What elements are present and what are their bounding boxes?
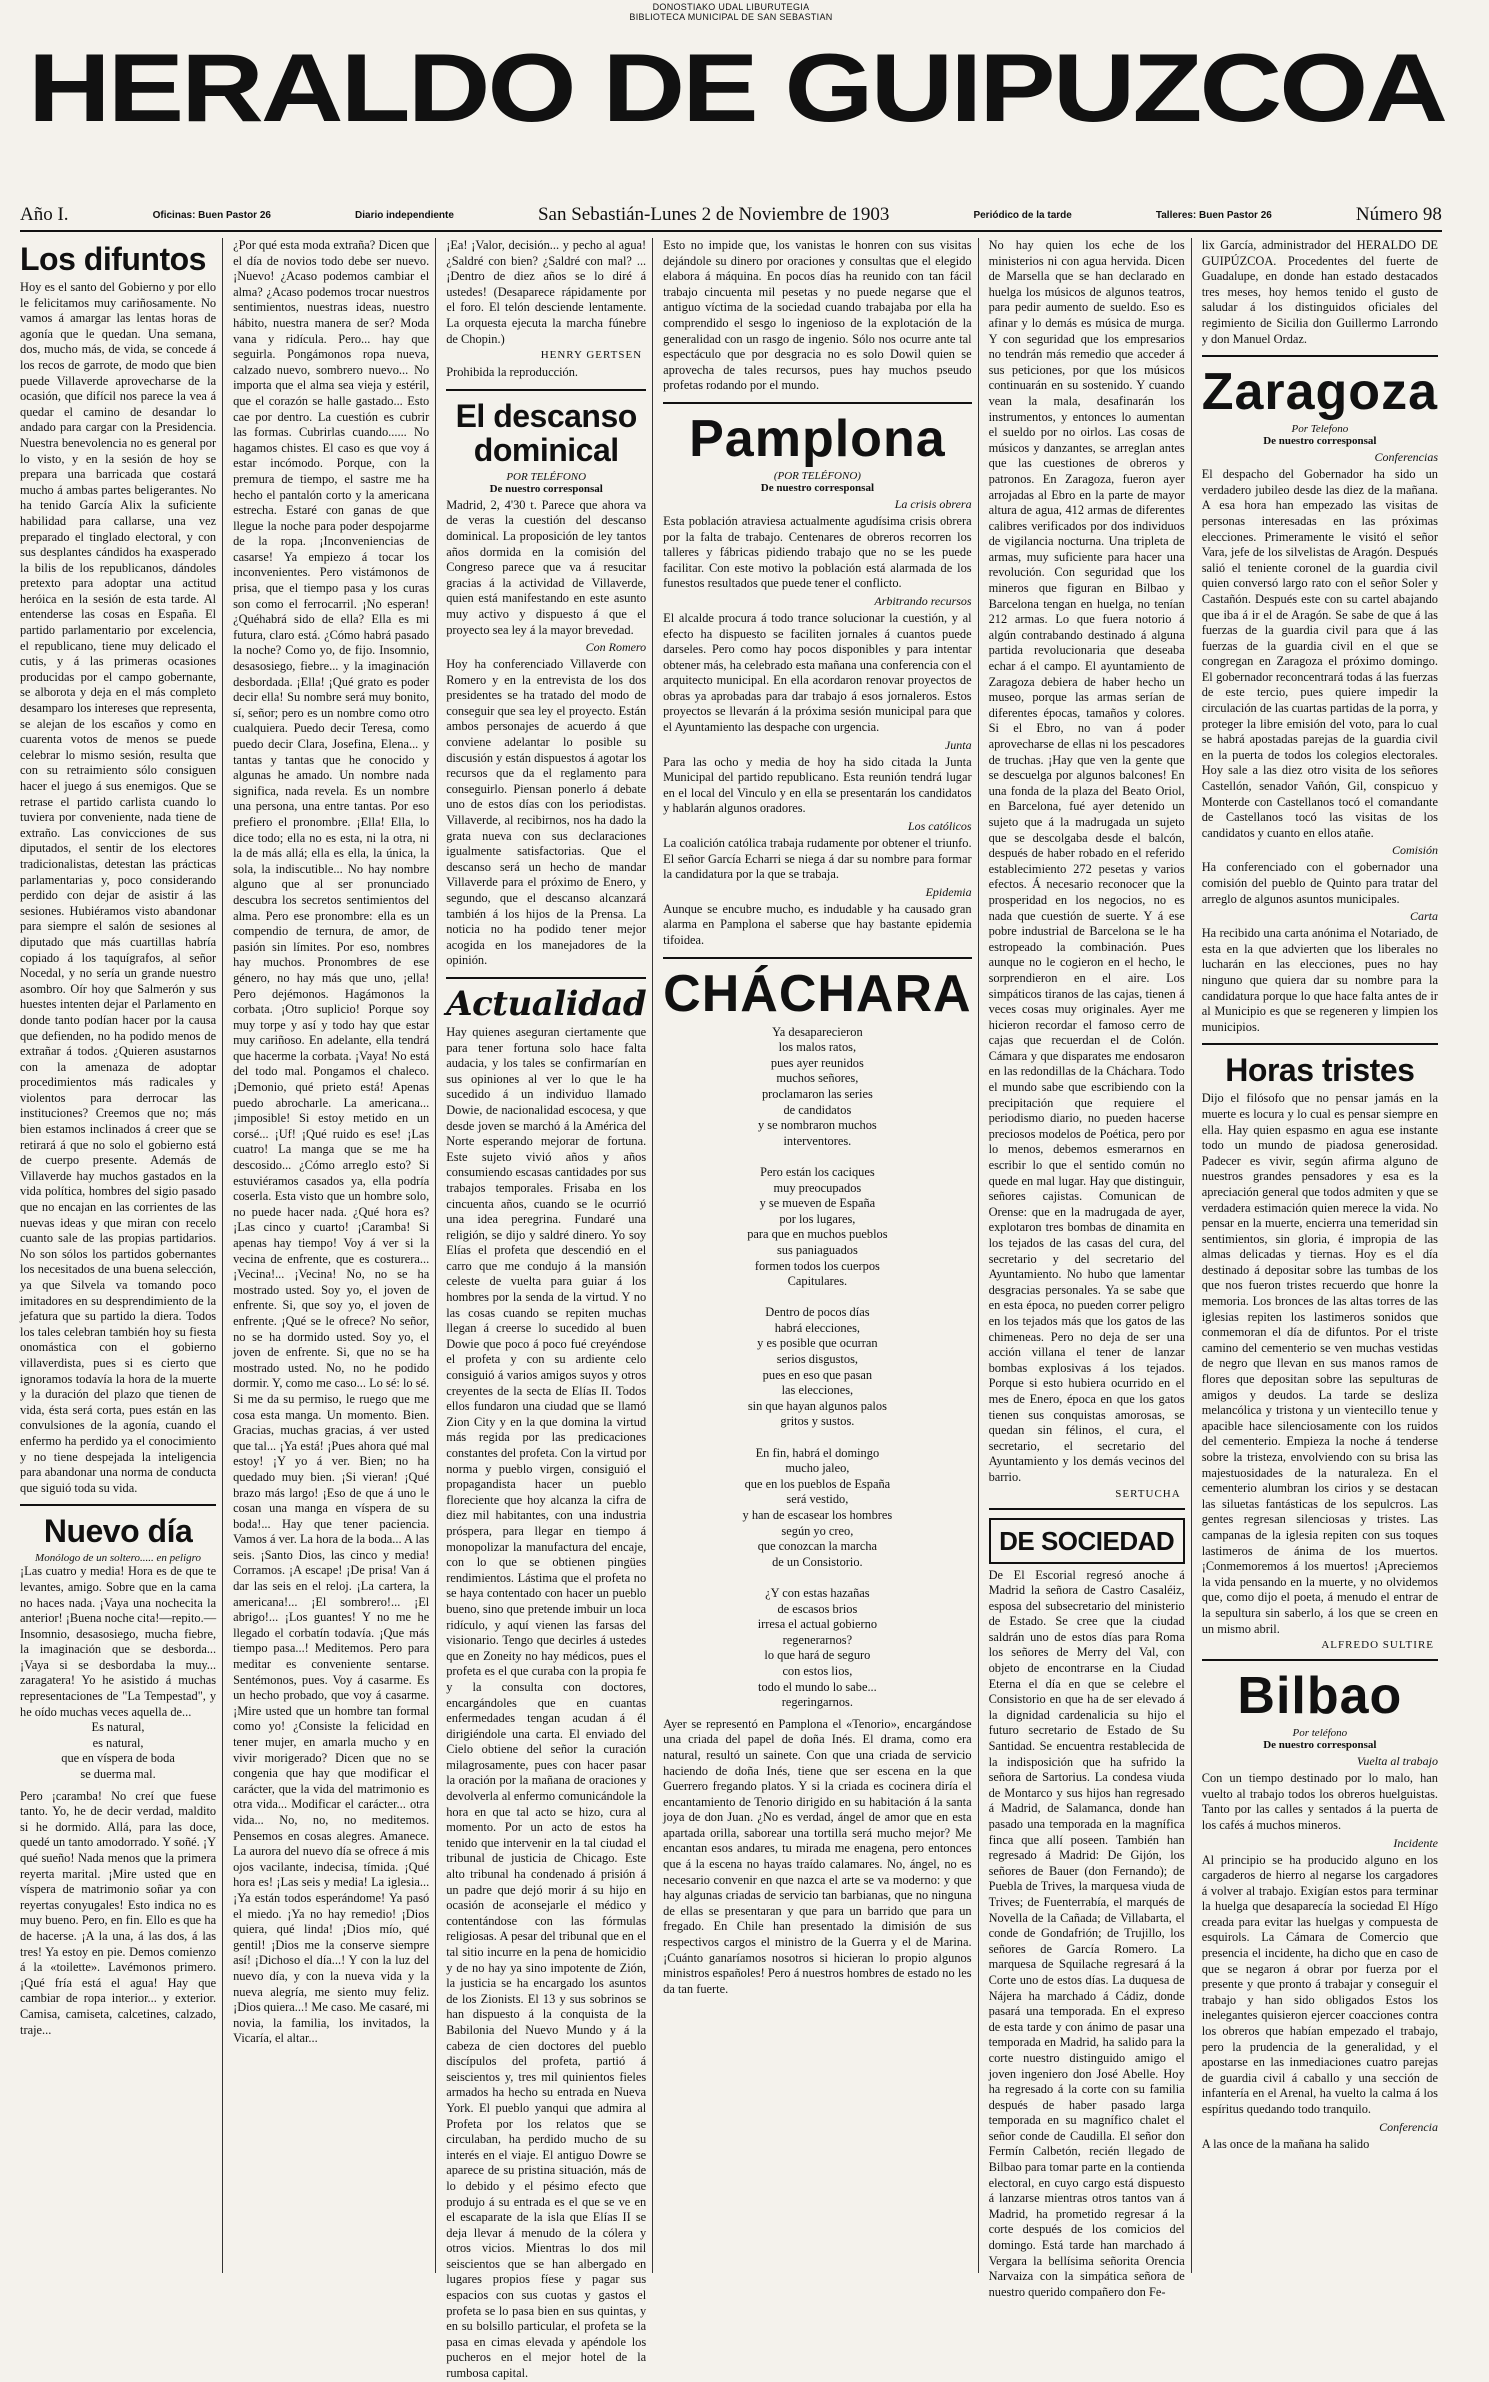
section-kicker: Junta xyxy=(944,737,972,752)
verse: Ya desaparecieron los malos ratos, pues ayer reunidos muchos señores, proclamaron las series de candidatos y se nombraron muchos interventores. Pero están los caciques muy preocupados y se mueven de España por los lugares, para que en muchos pueblos sus paniaguados formen todos los cuerpos Capitulares. Dentro de pocos días habrá elecciones, y es posible que ocurran serios disgustos, pues en eso que pasan las elecciones, sin que hayan algunos palos gritos y sustos. En fin, habrá el domingo mucho jaleo, que en los pueblos de España será vestido, y han de escasear los hombres según yo creo, que conozcan la marcha de un Consistorio. ¿Y con estas hazañas de escasos brios irresa el actual gobierno regenerarnos? lo que hará de seguro con estos lios, todo el mundo lo sabe... regeringarnos. xyxy=(742,1024,893,1710)
divider xyxy=(446,977,646,979)
masthead xyxy=(28,34,1446,143)
divider xyxy=(446,389,646,391)
issue-number: Número 98 xyxy=(1355,204,1442,225)
section-kicker: Incidente xyxy=(1393,1835,1438,1850)
note: Prohibida la reproducción. xyxy=(446,365,579,380)
correspondent-label: De nuestro corresponsal xyxy=(760,481,875,494)
article-body: Al principio se ha producido alguno en los cargaderos de hierro al negarse los cargadores á volver al trabajo. Exigían estos para terminar la huelga que desaparecía la sociedad El Hígo creada para evitar las huelgas y compuesta de esquirols. La Cámara de Comercio que presencia el incidente, ha dicho que en caso de que se negaron á obrar por fuerza por el presente y que pronto á trabajar y conseguir el trabajo y han sido obligados Estos los inelegantes quisieron ejercer coacciones contra los obreros que habían empezado el trabajo, pero la prudencia de la generalidad, y el apostarse en las inmediaciones cuatro parejas de guardia civil á caballo y una sección de infantería en el Arenal, ha vuelto la calma á los espíritus quedando todo tranquilo. xyxy=(1201,1852,1438,2116)
periodico-label: Periódico de la tarde xyxy=(973,209,1072,221)
article-subtitle: (POR TELÉFONO) xyxy=(773,469,861,482)
article-body: Pero ¡caramba! No creí que fuese tanto. Yo, he de decir verdad, maldito si he dormido. Allá, para las doce, quedé un tanto amodorrado. Y soñé. ¡Y qué sueño! Nada menos que la primera reyerta marital. ¡Mire usted que en víspera de matrimonio soñar ya con reyertas conyugales! Esto indica no es muy bueno. Pero, en fin. Ello es que ha de hacerse. ¡A la una, á las dos, á las tres! Ya estoy en pie. Demos comienzo á la «toilette». Lavémonos primero. ¡Qué fría está el agua! Hay que cambiar de ropa interior... y exterior. Camisa, camiseta, calcetines, calzado, traje... xyxy=(20,1788,217,2037)
article-body: El alcalde procura á todo trance solucionar la cuestión, y al efecto ha dispuesto se faciliten jornales á cuantos puede darseles. Pero como hay pocos disponibles y para intentar obtener más, ha celebrado esta mañana una conferencia con el arquitecto municipal. En ella acordaron renovar proyectos de obras ya aprobadas para dar trabajo á esos jornaleros. Estos proyectos se llevarán á la próxima sesión municipal para que el Ayuntamiento las despache con urgencia. xyxy=(663,610,972,735)
issue-date: San Sebastián-Lunes 2 de Noviembre de 1903 xyxy=(537,204,890,225)
diario-label: Diario independiente xyxy=(355,209,454,221)
article-title: CHÁCHARA xyxy=(663,964,972,1023)
article-body: ¡Ea! ¡Valor, decisión... y pecho al agua! ¿Saldré con bien? ¿Saldré con mal? ...¡Dentro de diez años se lo diré á ustedes! (Desaparece rápidamente por el foro. El telón desciende lentamente. La orquesta ejecuta la marcha fúnebre de Chopin.) xyxy=(446,238,647,346)
article-title: Horas tristes xyxy=(1225,1052,1415,1089)
article-subtitle: Por teléfono xyxy=(1292,1727,1348,1740)
divider xyxy=(1202,1043,1438,1045)
article-body: Esto no impide que, los vanistas le honren con sus visitas dejándole su dinero por oraciones y consultas que el elegido elabora á máquina. En pocos días ha reunido con tan fácil trabajo cincuenta mil pesetas y no puede negarse que el antiguo víctima de la sociedad cuando trabajaba por ella ha comprendido el sesgo lo ingenioso de la explotación de la generalidad con un rasgo de ingenio. Sólo nos ocurre ante tal espectáculo que por desgracia no es solo Dowil quien se aprovecha de tales recursos, pues hay muchos pseudo profetas rodando por el mundo. xyxy=(663,238,972,393)
section-kicker: Epidemia xyxy=(925,884,972,899)
article-body: Ha recibido una carta anónima el Notariado, de esta en la que advierten que los liberales no lucharán en las elecciones, pues no hay ninguno que quiera dar su nombre para la candidatura porque lo que hace falta antes de ir al Municipio es que se regeneren y limpien los municipios. xyxy=(1201,926,1438,1034)
article-title: Zaragoza xyxy=(1201,363,1438,422)
article-body: Ha conferenciado con el gobernador una comisión del pueblo de Quinto para tratar del arreglo de algunos asuntos municipales. xyxy=(1201,860,1438,906)
column-6 xyxy=(1202,238,1444,2273)
article-body: Dijo el filósofo que no pensar jamás en la muerte es locura y lo cual es pensar siempre en ella. Hay quien espasmo en agua ese instante todo un mundo de piadosa generosidad. Padecer es vivir, según afirma alguno de nuestros grandes pensadores y esa es la apreciación general que todos admiten y que se verdadera estimación quien merece la vida. No pensar en la muerte, encierra una temeridad sin sentimientos, sin gloria, é impropia de las almas delicadas y tiernas. Hoy es el día destinado á depositar sobre las tumbas de los que nos fueron tristes recuerdo que honre la memoria. Los bronces de las altas torres de las iglesias repiten los lastimeros sonidos que conmemoran el día de difuntos. Por el triste camino del cementerio se ven muchas vestidas de negro que llevan en sus manos ramos de flores que depositan sobre las sepulturas de amigos y deudos. La tarde se desliza melancólica y tristona y un vientecillo tenue y apacible hace silenciosamente con los ruidos del cementerio. Empieza la noche á tenderse sobre la tristeza, envolviendo con su brisa las majestuosidades de la naturaleza. En el cementerio alumbran los cirios y se destacan las siluetas fantásticas de los sepulcros. Las gentes regresan silenciosas y tristes. Las campanas de la iglesia repiten con sus toques lastimeros de ánima de los muertos. ¡Conmemoremos á los muertos! ¡Apreciemos la vida pensando en la muerte, y no olvidemos que, como dijo el poeta, á menudo el entrar de la sepultura sin saberlo, á los que se creen en un mismo abril. xyxy=(1201,1091,1438,1636)
year-label: Año I. xyxy=(20,204,69,225)
divider xyxy=(1202,1659,1438,1661)
divider xyxy=(20,1504,216,1506)
article-title: Actualidad xyxy=(446,983,647,1024)
columns xyxy=(20,238,1444,2381)
article-body: Ayer se representó en Pamplona el «Tenorio», encargándose una criada del papel de doña Inés. El drama, como era natural, resultó un sainete. Con que una criada de servicio haciendo de doña Inés, tiene que ser escena en la que Guerrero fregando platos. Y si la criada es cocinera diría el encantamiento de Tenorio dirigido en su habitación á la santa joya de don Juan. ¿No es verdad, ángel de amor que en esta apartada orilla, saborear una tortilla será mucho mejor? Me encantan esos andares, tu mirada me enagena, pero entonces que á la escena no hayas traído calamares. No, ángel, no es necesario convenir en que nazca el arte se va moderno: y que hay algunas criadas de servicio tan barbianas, que no ninguna de ellas se presentaran y que para un barrido que para un fregado. En Chile han presentado la dimisión de sus respectivos cargos el ministro de la Guerra y el de Marina. ¡Cuánto ganaríamos nosotros si hicieran lo propio algunos ministros españoles! Pero á nuestros hombres de estado no les da tan fuerte. xyxy=(663,1716,972,1996)
correspondent-label: De nuestro corresponsal xyxy=(1263,1739,1377,1752)
article-title: Bilbao xyxy=(1237,1667,1403,1726)
article-body: Esta población atraviesa actualmente agudísima crisis obrera por la falta de trabajo. Centenares de obreros recorren los talleres y fábricas pidiendo trabajo que no se les puede facilitar. Con este motivo la población está alarmada de los funestos resultados que puede tener el conflicto. xyxy=(663,513,972,591)
article-body: Madrid, 2, 4'30 t. Parece que ahora va de veras la cuestión del descanso dominical. La proposición de ley tantos años dormida en la comisión del Congreso parece que va á resucitar gracias á la actividad de Villaverde, quien está manifestando en este asunto muy activo y dispuesto á que el proyecto sea ley á la mayor brevedad. xyxy=(446,497,647,637)
article-subtitle: Por Telefono xyxy=(1291,423,1349,436)
article-body: La coalición católica trabaja rudamente por obtener el triunfo. El señor García Echarri se niega á dar su nombre para formar la candidatura por la que se trabaja. xyxy=(663,836,972,882)
article-title: El descanso dominical xyxy=(455,397,637,468)
article-body: ¿Por qué esta moda extraña? Dicen que el día de novios todo debe ser nuevo. ¡Nuevo! ¿Acaso podemos cambiar el alma? ¿Acaso podemos trocar nuestros sentimientos, nuestras ideas, nuestro hábito, nuestra manera de ser? Moda vana y ridícula. Pero... hay que seguirla. Pongámonos ropa nueva, calzado nuevo, sombrero nuevo... No importa que el alma sea vieja y estéril, que el corazón se halle gastado... Esto cae por dentro. La cuestión es cubrir las formas. Cubrirlas cuando...... No hagamos chistes. El caso es que voy á estar incómodo. Porque, con la premura de tiempo, el sastre me ha hecho el pantalón corto y la americana estrecha. Estaré con ganas de que llegue la noche para poder despojarme de la ropa. ¡Inconveniencias de casarse! Ya empiezo á tocar los inconvenientes. Pero vistámonos de prisa, que el tiempo pasa y los curas son como el ferrocarril. ¡No esperan! ¿Quéhabrá sido de ella? Ella es mi futura, claro está. ¿Cómo habrá pasado la noche? Como yo, de fijo. Insomnio, desasosiego, fiebre... y la imaginación desbordada. ¡Ella! ¡Qué grato es poder decir ella! Su nombre será muy bonito, sí, señor; pero es un nombre como otro cualquiera. Puedo decir Teresa, como puedo decir Clara, Josefina, Elena... y tantas y tantas que he conocido y algunas he amado. Un nombre nada significa, nada revela. Es un nombre una persona, una entre tantas. Por eso prefiero el pronombre. ¡Ella! Ella, lo dice todo; ella no es esta, ni la otra, ni la de más allá; ella es ella, la única, la sola, la indiscutible... No hay nombre alguno que al ser pronunciado descubra los secretos sentimientos del alma. Pero ese pronombre: ella es un compendio de ternura, de amor, de pasión sin límites. Por eso, nombres hay muchos. Pronombres de ese género, no hay más que uno, ¡ella! Pero dejémonos. Hagámonos la corbata. ¡Otro suplicio! Porque soy muy torpe y así y todo hay que estar muy cariñoso. En adelante, ella tendrá que hacerme la corbata. ¡Vaya! No está del todo mal. Pongamos el chaleco. ¡Demonio, qué prieto está! Apenas puedo abrocharle. La americana... ¡imposible! Si estoy metido en un corsé... ¡Uf! ¡Qué ruido es ese! ¡Las cuatro! La manga que se me ha descosido... ¿Cómo arreglo esto? Si estuviéramos casados ya, ella podría coserla. Esta visto que un hombre solo, no puede hacer nada. ¿Qué hora es? ¡Las cinco y cuarto! ¡Caramba! Si apenas hay tiempo! Voy á ver si la vecina de enfrente, que es costurera... ¡Vecina!... ¡Vecina! No, no se ha mostrado usted. Soy yo, el joven de enfrente. Si, que soy yo, el joven de enfrente. ¡Qué se le ofrece? No señor, no se ha dormido usted. Soy yo, el joven de enfrente. Si, que no se ha mostrado usted. No, no he podido dormir. Y, como me caso... Lo sé: lo sé. Si me da su permiso, le ruego que me cosa esta manga. Un momento. Bien. Gracias, muchas gracias, á ver usted que tal... ¡Ya está! ¡Pues ahora qué mal estoy! ¡Y yo á ver. Bien; no ha quedado muy bien. ¡Si vieran! ¡Qué brazo más largo! ¡Eso de que á uno le cosan una manga en víspera de su boda!... Hay que tener paciencia. Vamos á ver. La hora de la boda... A las seis. ¡Santo Dios, las cinco y media! Corramos. ¡A escape! ¡De prisa! Van á dar las seis en el reloj. ¡La cartera, la americana!... ¡El sombrero!... ¡El abrigo!... ¡Los guantes! Y no me he llegado el corbatín todavía. ¡Que más tiempo pasa...! Meditemos. Pero para meditar es conveniente sentarse. Sentémonos, pues. Voy á casarme. Es un hecho probado, que voy á casarme. ¡Mire usted que un hombre tan formal como yo! ¿Consiste la felicidad en tener mujer, en amarla mucho y en vivir morigerado? Dicen que no se congenia que hay que modificar el carácter, que la vida del matrimonio es otra vida... Modificar el carácter... otra vida... No, no, no meditemos. Pensemos en cosas alegres. Amanece. La aurora del nuevo día se ofrece á mis ojos vacilante, indecisa, tímida. ¡Qué hora es! ¡Las seis y media! La iglesia... ¡Ya están todos esperándome! Ya pasó el miedo. ¡Ya no hay remedio! ¡Dios quiera, qué linda! ¡Dios mío, qué gentil! ¡Dios me la conserve siempre así! ¡Dichoso el día...! Y con la luz del nuevo día, y con la nueva vida y la nueva alegría, me siento muy feliz. ¡Dios quiera...! Me caso. Me casaré, mi novia, la familia, los invitados, la Vicaría, el altar... xyxy=(233,238,430,2046)
section-kicker: Con Romero xyxy=(585,640,647,655)
article-subtitle: POR TELÉFONO xyxy=(506,470,587,483)
talleres-address: Talleres: Buen Pastor 26 xyxy=(1155,209,1272,221)
article-title: Los difuntos xyxy=(20,241,206,277)
correspondent-label: De nuestro corresponsal xyxy=(489,482,603,495)
article-body: De El Escorial regresó anoche á Madrid la señora de Castro Casaléiz, esposa del subsecretario del ministerio de Estado. Se cree que la ciudad saldrán uno de estos días para Roma los señores de Merry del Val, con objeto de encontrarse en la Ciudad Eterna el día en que se celebre el Consistorio en que ha de ser elevado á la dignidad cardenalicia su hijo el futuro secretario de Estado de Su Santidad. Se encuentra restablecida de la indisposición que ha sufrido la señora de Sartorius. La condesa viuda de Montarco y sus hijos han regresado á Madrid, de Salamanca, donde han pasado una temporada en la magnífica finca que allí poseen. También han regresado á Madrid: De Gijón, los señores de Bauer (don Fernando); de Puebla de Trives, la marquesa viuda de Trives; de Fuenterrabía, el marqués de Novella de la Cañada; de Villabarta, el conde de Gondafrión; de Trujillo, los señores de García Romero. La marquesa de Squilache regresará á la Corte uno de estos días. La duquesa de Nájera ha marchado á Cádiz, donde pasará una temporada. En el expreso de esta tarde y con ánimo de pasar una temporada en Madrid, ha salido para la corte nuestro distinguido amigo el joven ingeniero don José Abelle. Hoy ha regresado á la corte con su familia después de haber pasado larga temporada en su magnífico chalet el señor conde de Caudilla. El señor don Fermín Calbetón, recién llegado de Bilbao para tomar parte en la contienda electoral, en cuyo cargo está dispuesto á lanzarse mientras otros tantos van á Madrid, ha prometido regresar á la corte después de los comicios del domingo. Está tarde han marchado á Vergara la bellísima señorita Orencia Narvaiza con la simpática señora de nuestro querido compañero don Fe- xyxy=(988,1567,1185,2299)
article-body: Hay quienes aseguran ciertamente que para tener fortuna solo hace falta audacia, y los tales se confirmarían en sus opiniones al ver lo que le ha sucedido á un individuo llamado Dowie, de nacionalidad escocesa, y que desde joven se marchó á la América del Norte esperando mejorar de fortuna. Este sujeto vivió años y años consumiendo escasas cantidades por sus trabajos temporales. Frisaba en los cincuenta años, cuando se le ocurrió una idea peregrina. Fundaré una religión, se dijo y saldré dinero. Yo soy Elías el profeta que descendió en el carro que me condujo á la mansión celeste de vuelta para guiar á los hombres por la senda de la virtud. Y no las cosas cuando se repiten muchas llegan á creerse lo sucedido al buen Dowie que poco á poco fué creyéndose el profeta y con su ardiente celo consiguió á varios amigos suyos y otros creyentes de la secta de Elías II. Todos ellos fundaron una ciudad que se llamó Zion City y en la que domina la virtud más regida por las predicaciones constantes del profeta. Con la virtud por norma y pueblo virgen, consiguió el propagandista hacer un pueblo floreciente que hoy alcanza la cifra de diez mil habitantes, con una industria próspera, para llegar en tiempo á monopolizar la manufactura del encaje, con lo que se obtienen pingües rendimientos. Lástima que el profeta no se haya contentado con hacer un pueblo bueno, sino que pretende imbuir un loca ridículo, y aquí vienen las farsas del visionario. Tengo que decirles á ustedes que en Zoneity no hay médicos, pues el profeta es el que curaba con la propia fe y la consulta con doctores, encargándoles que en cuantas enfermedades tengan acudan á él dirigiéndole una carta. El enviado del Cielo obtiene del señor la curación milagrosamente, pues con hacer pasar la oración por la mañana de oraciones y devolverla al enfermo comunicándole la hora en que tal acto se hizo, cura al momento. Por un acto de estos ha tenido que intervenir en la tal ciudad el tribunal de justicia de Chicago. Este alto tribunal ha condenado á prisión á un padre que dejó morir á su hijo en ocasión de aconsejarle el médico y contentándose con las fórmulas religiosas. A pesar del tribunal que en el tal sitio incurre en la pena de homicidio y de no hay ya sino impotente de Zión, la justicia se ha encargado los asuntos de los Zionists. El 13 y sus sobrinos se han dispuesto á la conquista de la Babilonia del Nuevo Mundo y á la cabeza de cien doctores del pueblo discípulos del profeta, partió á seiscientos y, tres mil quinientos fieles armados ha hecho su entrada en Nueva York. El pueblo yanqui que admira al Profeta por los relatos que se circulaban, ha perdido mucho de su interés en el viaje. El antiguo Dowre se aparece de su pristina situación, más de lo debido y el pésimo efecto que produjo á su entrada es el que se ve en el escaparate de la isla que Elías II se deja llevar á menudo de la cólera y otros vicios. Mientras lo dos mil seiscientos que se han albergado en lugares propios fíese y pagar sus espacios con sus cuotas y gastos el profeta se lo pasa bien en sus quintas, y en su bolsillo particular, el profeta se la pasa en cimas elevada y apéndole los pucheros en el mejor hotel de la rumbosa capital. xyxy=(446,1024,647,2381)
divider xyxy=(663,957,971,959)
signature: ALFREDO SULTIRE xyxy=(1321,1639,1434,1652)
divider xyxy=(1202,355,1438,357)
correspondent-label: De nuestro corresponsal xyxy=(1263,435,1377,448)
archive-stamp xyxy=(0,2,1462,22)
article-subtitle: Monólogo de un soltero..... en peligro xyxy=(35,1552,202,1565)
article-body: Hoy es el santo del Gobierno y por ello le felicitamos muy cariñosamente. No vamos á amargar las lentas horas de agonía que le quedan. Una semana, dos, mucho más, de vida, se concede á los recos de garrote, de modo que bien puede Villaverde aprovecharse de la ocasión, que difícil nos parece la vea á quedar el camino de desandar lo andado para cargar con la Presidencia. Nuestra benevolencia no es general por lo visto, y en la sesión de hoy se prepara una barricada que costará mucho á ambas partes beligerantes. No ha tenido García Alix la suficiente habilidad para callarse, una vez preparado el tinglado electoral, y con sus desplantes cándidos ha exasperado la bilis de los republicanos, dándoles pretexto para adoptar una actitud heróica en la sesión de esta tarde. Al entenderse las cosas en España. El partido parlamentario por excelencia, el republicano, tiene muy delicado el cutis, y á las primeras ocasiones producidas por el campo gobernante, se alborota y deja en el más completo desamparo los intereses que representa, se alejan de los escaños y como en cuarenta votos de menos se puede celebrar lo mismo sesión, resulta que con su retraimiento sólo consiguen hacer el juego á sus enemigos. Que se retrase el partido carlista cuando lo tuviera por conveniente, nada tiene de extraño. Las convicciones de sus diputados, el sentir de los electores tradicionalistas, detestan las prácticas parlamentarias y, poco considerando perdido con dejar de asistir á las sesiones. Hubiéramos visto abandonar para siempre el salón de sesiones al diputado que más cuartillas habría copiado á los taquígrafos, al señor Nocedal, y no sería un grande nuestro asombro. Oír hoy que Salmerón y sus huestes intenten dejar el Parlamento en donde tanto podían hacer por la causa que defienden, no ha podido menos de extrañar á todos. ¿Quieren asustarnos con la amenaza de adoptar procedimientos más radicales y violentos para derrocar las instituciones? Creemos que no; más bien estamos inclinados á creer que se retirará á que no solo el gobierno está de cuerpo presente. Además de Villaverde hay muchos gastados en la vida política, hombres del sigio pasado que no encajan en las corrientes de las nuevas ideas y que miran con recelo cuanto sale de las propias partidarios. No son sólos los partidos gobernantes los necesitados de una buena selección, ya que Silvela va tomando poco imitadores en su desprendimiento de la jefatura que su partido la diera. Todos los tales celebran también hoy su fiesta onomástica con el gobierno villaverdista, pues si es cierto que ignoramos todavía la hora de la muerte y la duración del plazo que tienen de vida, ésta será corta, pues están en las convulsiones de la agonía, cuando el enfermo ha perdido ya el conocimiento y no tiene despejada la inteligencia para abandonar una norma de conducta que siguió toda su vida. xyxy=(20,280,217,1495)
article-body: Con un tiempo destinado por lo malo, han vuelto al trabajo todos los obreros huelguistas. Tanto por las calles y sentados á la puerta de los cafés á muchos mineros. xyxy=(1201,1771,1438,1832)
section-kicker: Conferencia xyxy=(1379,2119,1438,2134)
column-1 xyxy=(20,238,223,2273)
article-body: Hoy ha conferenciado Villaverde con Romero y en la entrevista de los dos presidentes se ha tratado del modo de conseguir que sea ley el proyecto. Están ambos personajes de acuerdo á que conviene adelantar lo posible su discusión y están dispuestos á agotar los recursos que da el reglamento para conseguirlo. Piensan ponerlo á debate uno de estos días con los periodistas. Villaverde, al recibirnos, nos ha dado la grata nueva con sus declaraciones igualmente satisfactorias. Que el descanso será un hecho de mandar Villaverde para el próximo de Enero, y segundo, que el descanso alcanzará también á los hijos de la Prensa. La noticia no ha podido tener mejor acogida en los manejadores de la opinión. xyxy=(446,657,647,968)
section-kicker: La crisis obrera xyxy=(894,496,972,511)
article-body: lix García, administrador del HERALDO DE GUIPÚZCOA. Procedentes del fuerte de Guadalupe, en donde han estado destacados tres meses, hoy hemos tenido el gusto de saludar á los distinguidos oficiales del regimiento de Sicilia don Guillermo Larrondo y don Manuel Ordaz. xyxy=(1201,238,1438,346)
article-title: DE SOCIEDAD xyxy=(989,1518,1185,1564)
section-kicker: Carta xyxy=(1409,909,1438,924)
section-kicker: Los católicos xyxy=(907,819,972,834)
signature: SERTUCHA xyxy=(1115,1487,1181,1500)
archive-line-2: BIBLIOTECA MUNICIPAL DE SAN SEBASTIAN xyxy=(629,12,833,22)
column-4 xyxy=(663,238,978,2273)
article-body: Aunque se encubre mucho, es indudable y ha causado gran alarma en Pamplona el saberse que hay bastante epidemia tifoidea. xyxy=(663,901,972,947)
article-title: Pamplona xyxy=(689,409,946,468)
masthead-title: HERALDO DE GUIPUZCOA xyxy=(28,34,1446,143)
section-kicker: Conferencias xyxy=(1374,450,1438,465)
section-kicker: Arbitrando recursos xyxy=(874,593,972,608)
archive-line-1: DONOSTIAKO UDAL LIBURUTEGIA xyxy=(652,2,810,12)
column-2 xyxy=(233,238,436,2273)
article-body: El despacho del Gobernador ha sido un verdadero jubileo desde las diez de la mañana. A esa hora han empezado las visitas de personas interesadas en las próximas elecciones. Primeramente le visitó el señor Vara, jefe de los silvelistas de Aragón. Después salió el teniente coronel de la guardia civil quien conversó largo rato con el señor Soler y Castañón. Después este con su cartel abajando que iba á ir el de Aragón. Se sabe de que á las fuerzas de la guardia civil para que á las fuerzas de la guardia civil en el que se congregan en Zaragoza el próximo domingo. El gobernador reconcentrará todas á las fuerzas de este tercio, pues quiere impedir la circulación de las cuartas partidas de la porra, y proteger la libre emisión del voto, para lo cual se habrá apostadas parejas de la guardia civil en la puerta de todos los colegios electorales. Hoy sale a las diez otro visita de los señores Castellón, senador Vañón, Gil, conspicuo y Monterde con Castellanos tocó el comandante de Castellanos tocó las visitas de los candidatos y cuanto en ellos atañe. xyxy=(1201,467,1438,840)
offices-address: Oficinas: Buen Pastor 26 xyxy=(152,209,271,221)
article-title: Nuevo día xyxy=(43,1513,193,1550)
divider xyxy=(663,402,971,404)
article-body: No hay quien los eche de los ministerios ni con agua hervida. Dicen de Marsella que se han declarado en huelga los músicos de algunos teatros, para pedir aumento de sueldo. Eso es afinar y lo demás es música de murga. Y con seguridad que los empresarios no tendrán más remedio que acceder á sus peticiones, por que los músicos continuarán en su sostenido. Y cuando vean la mala, desafinarán los instrumentos, y entonces lo aumentan el sueldo por no oirlos. Las cosas de músicos y danzantes, se arreglan antes que las cuestiones de obreros y patronos. En Zaragoza, fueron ayer arrojadas al Ebro en la parte de mayor altura de agua, 412 armas de diferentes calibres verificados por dos individuos de vigilancia nocturna. Una tripleta de armas, muy suficiente para hacer una revolución. Con seguridad que los mineros que figuran en Bilbao y Barcelona tengan en huelga, no tenían 212 armas. Lo que fuera notorio á algún contrabando destinado á alguna partida revolucionaria que deseaba echar á el campo. El ayuntamiento de Zaragoza debiera de haber hecho un museo, porque las armas serían de diferentes épocas, tamaños y colores. Si el Ebro, no van á poder aprovecharse de ellas ni los pescadores de truchas. ¡Hay que ven la gente que se descuelga por algunos balcones! En una fonda de la plaza del Beato Oriol, en Barcelona, fué ayer detenido un sujeto que á la madrugada un sujeto que se descolgaba desde el balcón, después de haber robado en el referido establecimiento 272 pesetas y varios efectos. Á necesario reconocer que la prosperidad en los negocios, no es nada que cuestión de suerte. Y á ese pobre industrial de Barcelona se le ha estropeado la combinación. Pues aunque no le cogieron en el hecho, le sorprendieron en el aire. Los simpáticos tiranos de las cajas, tienen á veces cosas muy originales. Ayer me hicieron recordar el famoso cerro de cajas que recuerdan el de Colón. Cámara y que disparates me endosaron en las redondillas de la Cháchara. Todo el mundo sabe que escribiendo con la precipitación que requiere el periodismo diario, no pueden hacerse preciosos modelos de Poética, pero por lo menos, debemos esmerarnos en escribir lo que el sentido común no quede en mal lugar. Hay que distinguir, señores cajistas. Comunican de Orense: que en la madrugada de ayer, explotaron tres bombas de dinamita en los tejados de las casas del cura, del secretario y del secretario del Ayuntamiento. No hubo que lamentar desgracias personales. Ya se sabe que en esta época, no pueden correr peligro en los tejados más que los gatos de las chimeneas. Pero no deja de ser una acción villana el tener de lanzar bombas explosivas á los tejados. Porque si esto hubiera ocurrido en el mes de Enero, época en que los gatos tienen sus conquistas amorosas, se quedan sin félinos, el cura, el secretario, el secretario del Ayuntamiento y los demás vecinos del barrio. xyxy=(988,238,1185,1484)
column-5 xyxy=(988,238,1192,2299)
section-kicker: Comisión xyxy=(1391,843,1438,858)
article-body: Para las ocho y media de hoy ha sido citada la Junta Municipal del partido republicano. Esta reunión tendrá lugar en el local del Vinculo y en ella se presentarán los candidatos y hablarán algunos oradores. xyxy=(663,754,972,816)
info-bar xyxy=(20,204,1442,232)
column-3 xyxy=(446,238,653,2381)
verse: Es natural, es natural, que en víspera de boda se duerma mal. xyxy=(61,1720,175,1782)
section-kicker: Vuelta al trabajo xyxy=(1356,1754,1438,1769)
article-body: ¡Las cuatro y media! Hora es de que te levantes, amigo. Sobre que en la cama no haces nada. ¡Vaya una nochecita la anterior! ¡Buena noche cita!—repito.—Insomnio, desasosiego, mucha fiebre, la imaginación que se desborda... ¡Vaya si se desbordaba la muy... zaragatera! Yo he asistido á muchas representaciones de "La Tempestad", y he oído muchas veces aquella de... xyxy=(20,1564,217,1719)
article-body: A las once de la mañana ha salido xyxy=(1201,2136,1370,2151)
signature: HENRY GERTSEN xyxy=(540,349,643,362)
divider xyxy=(989,1508,1185,1510)
